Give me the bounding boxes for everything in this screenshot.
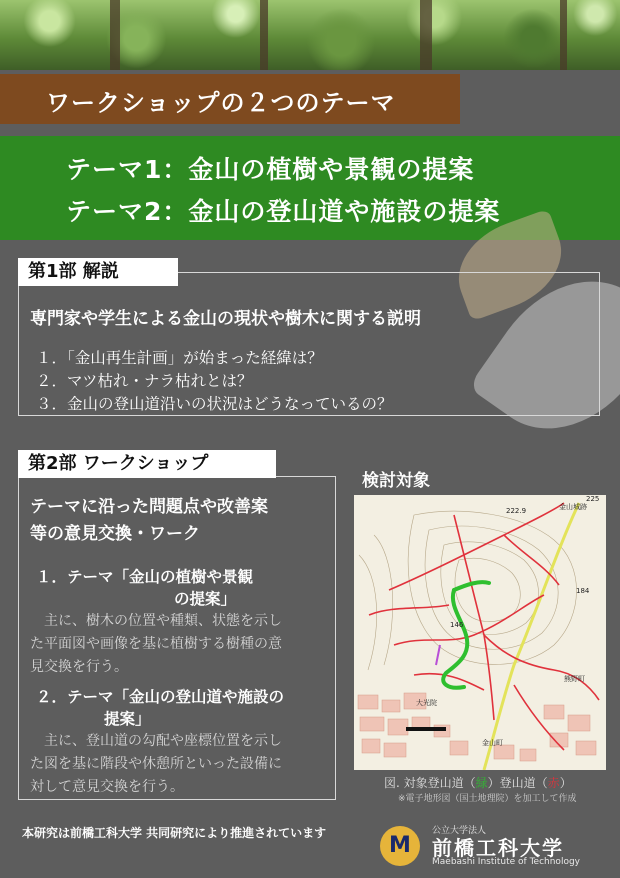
map-source-note: ※電子地形図（国土地理院）を加工して作成 — [398, 794, 577, 804]
part1-item-1: １．「金山再生計画」が始まった経緯は？ — [36, 349, 323, 367]
forest-photo — [0, 0, 620, 70]
part2-theme1-body — [30, 610, 282, 679]
map-label-elev2: 225 — [586, 495, 600, 503]
part1-item-2: ２．マツ枯れ・ナラ枯れとは？ — [36, 372, 253, 390]
university-logo: M — [380, 826, 420, 866]
theme2-body-line: 主に、登山道の勾配や座標位置を示し — [30, 733, 282, 749]
caption-green: 緑 — [475, 776, 488, 790]
theme2-body-line: 対して意見交換を行う。 — [30, 779, 184, 795]
map-label-castle: 金山城跡 — [559, 503, 587, 511]
map-label-elev3: 184 — [576, 587, 590, 595]
university-name: 前橋工科大学 — [432, 836, 564, 860]
caption-suffix: ） — [559, 776, 572, 790]
research-note: 本研究は前橋工科大学 共同研究により推進されています — [22, 826, 327, 840]
part1-tab: 第1部 解説 — [18, 258, 178, 286]
title-banner — [0, 74, 460, 124]
university-en: Maebashi Institute of Technology — [432, 857, 580, 867]
theme-1: テーマ1：金山の植樹や景観の提案 — [66, 155, 475, 184]
map-graphic — [354, 495, 606, 770]
map-label-kumano: 熊野町 — [564, 675, 585, 683]
part2-theme1-title — [36, 566, 253, 610]
theme2-title-line2: 提案」 — [104, 710, 151, 728]
part2-tab: 第2部 ワークショップ — [18, 450, 276, 478]
map-label-kanayama: 金山町 — [482, 739, 503, 747]
scale-bar — [406, 727, 446, 731]
caption-red: 赤 — [547, 776, 560, 790]
caption-mid: ）登山道（ — [487, 776, 548, 790]
map-label-daikoin: 大光院 — [416, 699, 437, 707]
theme1-body-line: た平面図や画像を基に植樹する樹種の意 — [30, 636, 282, 652]
theme-2: テーマ2：金山の登山道や施設の提案 — [66, 197, 501, 226]
theme2-title-line1: ２．テーマ「金山の登山道や施設の — [36, 688, 285, 706]
map-label: 検討対象 — [362, 471, 430, 491]
part2-theme2-body — [30, 730, 282, 799]
theme1-title-line1: １．テーマ「金山の植樹や景観 — [36, 568, 254, 586]
map-label-elev1: 222.9 — [506, 507, 527, 515]
theme1-title-line2: の提案」 — [174, 590, 237, 608]
theme1-body-line: 主に、樹木の位置や種類、状態を示し — [30, 613, 282, 629]
theme2-body-line: た図を基に階段や休憩所といった設備に — [30, 756, 282, 772]
page-title: ワークショップの２つのテーマ — [46, 89, 396, 117]
map-label-elev4: 146 — [450, 621, 464, 629]
map-caption — [384, 774, 572, 791]
part1-item-3: ３．金山の登山道沿いの状況はどうなっているの？ — [36, 395, 393, 413]
caption-prefix: 図. 対象登山道（ — [384, 776, 476, 790]
theme1-body-line: 見交換を行う。 — [30, 659, 128, 675]
part2-heading — [30, 494, 268, 548]
part2-theme2-title — [36, 686, 284, 730]
university-sub: 公立大学法人 — [432, 826, 487, 836]
trail-map — [354, 495, 606, 770]
part2-heading-line2: 等の意見交換・ワーク — [30, 524, 200, 544]
part2-heading-line1: テーマに沿った問題点や改善案 — [30, 497, 268, 517]
part1-heading: 専門家や学生による金山の現状や樹木に関する説明 — [30, 309, 421, 329]
